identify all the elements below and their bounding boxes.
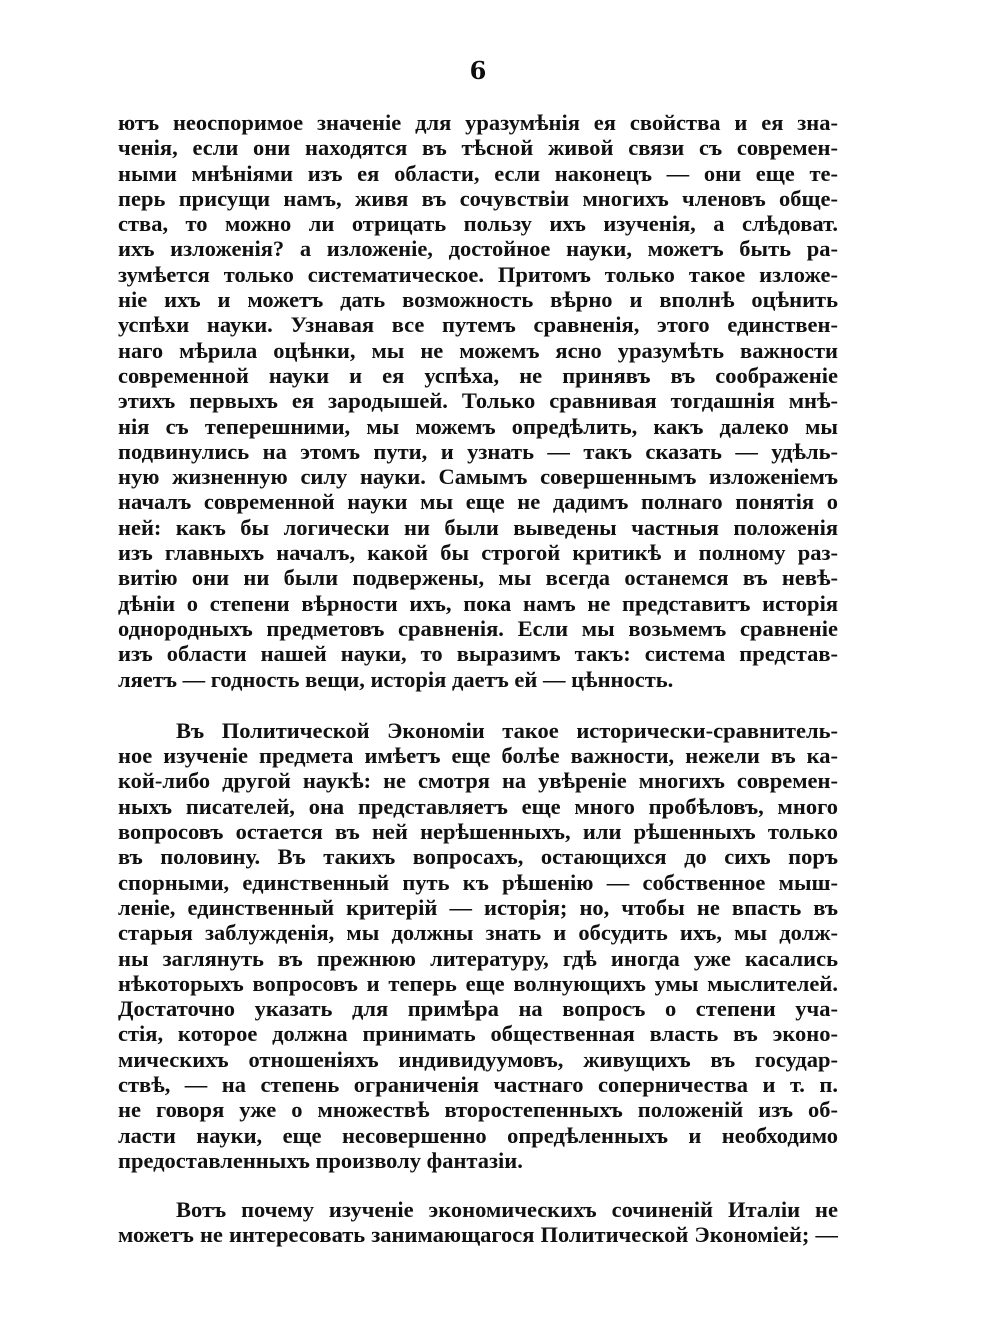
text-line: нія съ теперешними, мы можемъ опредѣлить, какъ далеко мы	[118, 413, 838, 439]
text-line: зумѣется только систематическое. Притомъ только такое изложе-	[118, 261, 838, 287]
text-line: ютъ неоспоримое значеніе для уразумѣнія ея свойства и ея зна-	[118, 110, 838, 135]
text-line: кой-либо другой наукѣ: не смотря на увѣреніе многихъ современ-	[118, 768, 838, 794]
text-line: ляетъ — годность вещи, исторія даетъ ей — цѣнность.	[118, 666, 674, 692]
text-line: ны заглянуть въ прежнюю литературу, гдѣ иногда уже касались	[118, 945, 838, 971]
text-line: ную жизненную силу науки. Самымъ совершеннымъ изложеніемъ	[118, 464, 838, 490]
text-line: вопросовъ остается въ ней нерѣшенныхъ, или рѣшенныхъ только	[118, 819, 838, 845]
text-line: дѣніи о степени вѣрности ихъ, пока намъ не представитъ исторія	[118, 590, 838, 616]
text-line: успѣхи науки. Узнавая все путемъ сравненія, этого единствен-	[118, 312, 838, 338]
paragraph-3	[118, 1197, 838, 1248]
text-line: ными мнѣніями изъ ея области, если наконецъ — они еще те-	[118, 160, 838, 186]
text-line: перь присущи намъ, живя въ сочувствіи многихъ членовъ обще-	[118, 185, 838, 211]
text-line: ласти науки, еще несовершенно опредѣленныхъ и необходимо	[118, 1122, 838, 1148]
text-line: началъ современной науки мы еще не дадимъ полнаго понятія о	[118, 489, 838, 515]
text-line: предоставленныхъ произволу фантазіи.	[118, 1147, 523, 1173]
text-line: изъ главныхъ началъ, какой бы строгой критикѣ и полному раз-	[118, 540, 838, 566]
text-line: стія, которое должна принимать общественная власть въ эконо-	[118, 1021, 838, 1047]
text-line: изъ области нашей науки, то выразимъ такъ: система представ-	[118, 641, 838, 667]
text-line: Вотъ почему изученіе экономическихъ сочиненій Италіи не	[176, 1197, 838, 1223]
text-line: въ половину. Въ такихъ вопросахъ, остающихся до сихъ поръ	[118, 844, 838, 870]
text-line: мическихъ отношеніяхъ индивидуумовъ, живущихъ въ государ-	[118, 1046, 838, 1072]
page-number: 6	[469, 56, 487, 85]
text-line: леніе, единственный критерій — исторія; но, чтобы не впасть въ	[118, 894, 838, 920]
text-line: не говоря уже о множествѣ второстепенныхъ положеній изъ об-	[118, 1097, 838, 1123]
text-line: ихъ изложенія? а изложеніе, достойное науки, можетъ быть ра-	[118, 236, 838, 262]
text-line: ное изученіе предмета имѣетъ еще болѣе важности, нежели въ ка-	[118, 743, 838, 769]
paragraph-1	[118, 110, 838, 692]
text-line: ныхъ писателей, она представляетъ еще много пробѣловъ, много	[118, 793, 838, 819]
text-line: подвинулись на этомъ пути, и узнать — такъ сказать — удѣль-	[118, 438, 838, 464]
text-line: современной науки и ея успѣха, не принявъ въ соображеніе	[118, 362, 838, 388]
text-line: ней: какъ бы логически ни были выведены частныя положенія	[118, 514, 838, 540]
text-line: витію они ни были подвержены, мы всегда останемся въ невѣ-	[118, 565, 838, 591]
text-line: ства, то можно ли отрицать пользу ихъ изученія, а слѣдоват.	[118, 211, 838, 237]
text-line: ченія, если они находятся въ тѣсной живой связи съ современ-	[118, 135, 838, 161]
text-line: можетъ не интересовать занимающагося Политической Экономіей; —	[118, 1222, 838, 1248]
text-line: Въ Политической Экономіи такое исторически-сравнитель-	[176, 717, 838, 743]
text-line: старыя заблужденія, мы должны знать и обсудить ихъ, мы долж-	[118, 920, 838, 946]
body-text	[118, 110, 838, 1248]
text-line: Достаточно указать для примѣра на вопросъ о степени уча-	[118, 996, 838, 1022]
text-line: однородныхъ предметовъ сравненія. Если мы возьмемъ сравненіе	[118, 615, 838, 641]
text-line: ніе ихъ и можетъ дать возможность вѣрно и вполнѣ оцѣнить	[118, 287, 838, 313]
text-line: спорными, единственный путь къ рѣшенію — собственное мыш-	[118, 869, 838, 895]
text-line: ствѣ, — на степень ограниченія частнаго соперничества и т. п.	[118, 1071, 838, 1097]
text-line: нѣкоторыхъ вопросовъ и теперь еще волнующихъ умы мыслителей.	[118, 970, 838, 996]
paragraph-2	[118, 718, 838, 1173]
text-line: наго мѣрила оцѣнки, мы не можемъ ясно уразумѣть важности	[118, 337, 838, 363]
text-line: этихъ первыхъ ея зародышей. Только сравнивая тогдашнія мнѣ-	[118, 388, 838, 414]
